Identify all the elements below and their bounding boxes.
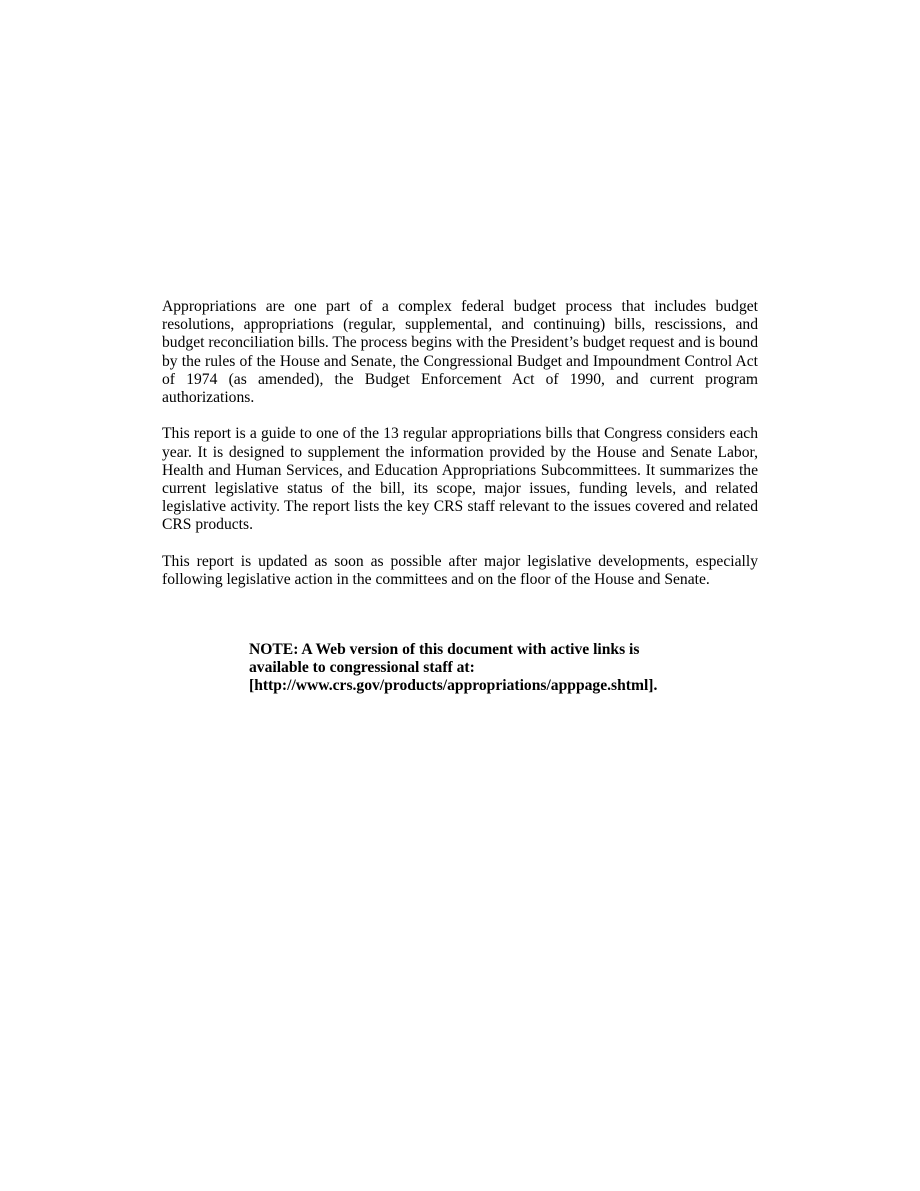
note-line: NOTE: A Web version of this document with active links is [249, 641, 640, 658]
paragraph-update-policy: This report is updated as soon as possible after major legislative developments, especially following legislative action in the committees and on the floor of the House and Senate. [162, 552, 758, 589]
body-text [162, 298, 758, 589]
web-version-note [249, 641, 689, 696]
note-line: available to congressional staff at: [249, 659, 475, 677]
note-url: [http://www.crs.gov/products/appropriations/apppage.shtml]. [249, 677, 658, 695]
paragraph-appropriations-overview: Appropriations are one part of a complex federal budget process that includes budget resolutions, appropriations (regular, supplemental, and continuing) bills, rescissions, and budget reconciliation bills. The process begins with the President’s budget request and is bound by the rules of the House and Senate, the Congressional Budget and Impoundment Control Act of 1974 (as amended), the Budget Enforcement Act of 1990, and current program authorizations. [162, 298, 758, 407]
paragraph-report-guide: This report is a guide to one of the 13 regular appropriations bills that Congress considers each year. It is designed to supplement the information provided by the House and Senate Labor, Health and Human Services, and Education Appropriations Subcommittees. It summarizes the current legislative status of the bill, its scope, major issues, funding levels, and related legislative activity. The report lists the key CRS staff relevant to the issues covered and related CRS products. [162, 425, 758, 534]
